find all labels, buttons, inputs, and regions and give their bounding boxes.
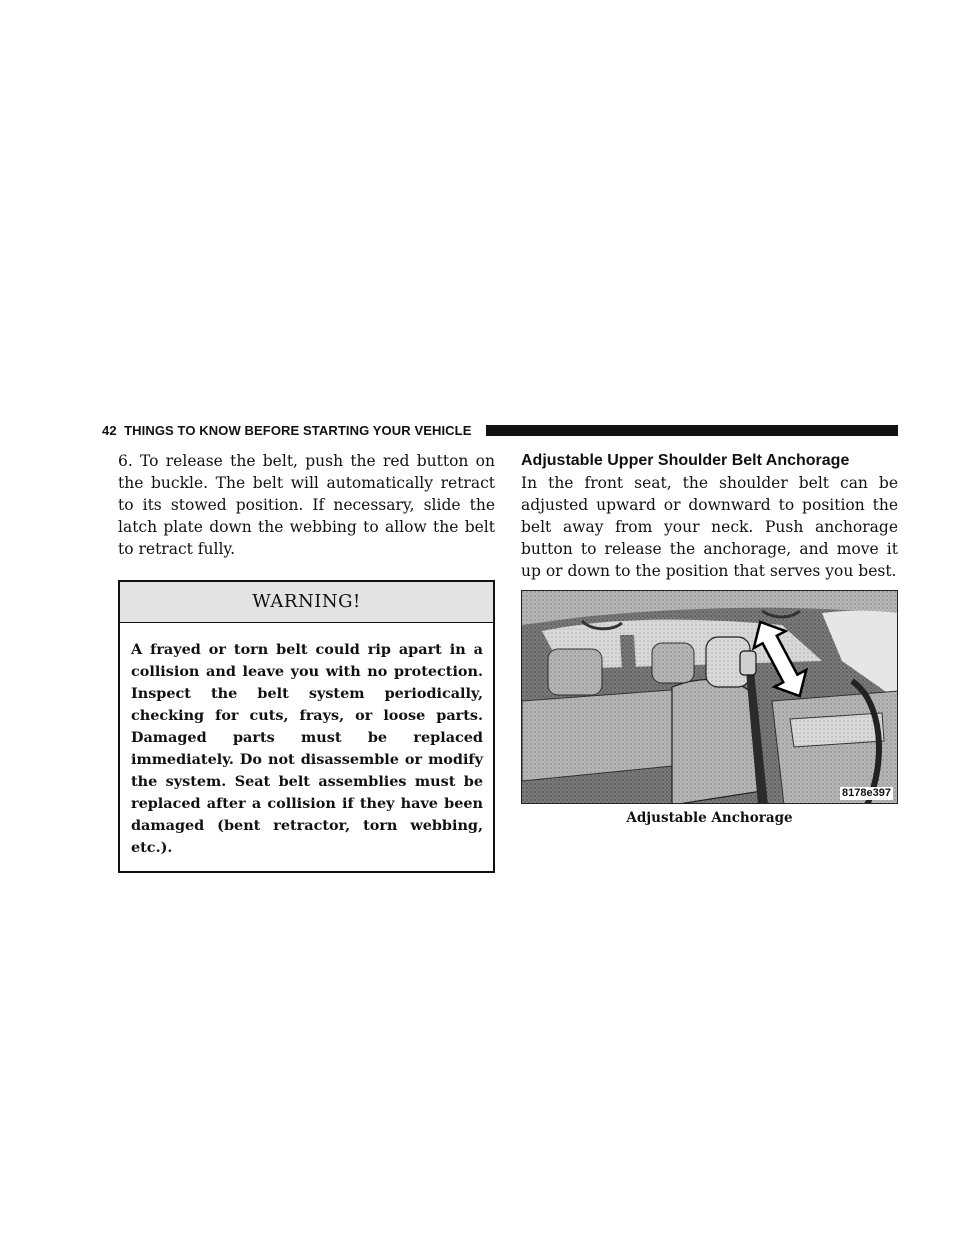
car-interior-drawing xyxy=(522,591,898,804)
section-heading: Adjustable Upper Shoulder Belt Anchorage xyxy=(521,452,850,469)
anchorage-paragraph: In the front seat, the shoulder belt can be adjusted upward or downward to position the belt away from your neck. Push anchorage button to release the anchorage, and move it up or down to the position that serves you best. xyxy=(521,474,898,580)
anchorage-illustration xyxy=(521,590,898,804)
header-rule xyxy=(486,425,898,436)
running-header xyxy=(102,422,471,440)
section-title: THINGS TO KNOW BEFORE STARTING YOUR VEHICLE xyxy=(124,423,472,438)
warning-title: WARNING! xyxy=(120,582,493,623)
release-belt-paragraph: 6. To release the belt, push the red button on the buckle. The belt will automatically retract to its stowed position. If necessary, slide the latch plate down the webbing to allow the belt to retract fully. xyxy=(118,452,495,558)
warning-text: A frayed or torn belt could rip apart in a collision and leave you with no protection. Inspect the belt system periodically, checking for cuts, frays, or loose parts. Damaged parts must be replaced immediately. Do not disassemble or modify the system. Seat belt assemblies must be replaced after a collision if they have been damaged (bent retractor, torn webbing, etc.). xyxy=(131,641,483,856)
page-header xyxy=(102,422,898,440)
warning-box xyxy=(118,580,495,873)
figure-caption: Adjustable Anchorage xyxy=(626,810,793,826)
right-column xyxy=(521,450,898,826)
page-number: 42 xyxy=(102,423,117,438)
left-column xyxy=(118,450,495,873)
figure-code: 8178e397 xyxy=(842,787,891,799)
